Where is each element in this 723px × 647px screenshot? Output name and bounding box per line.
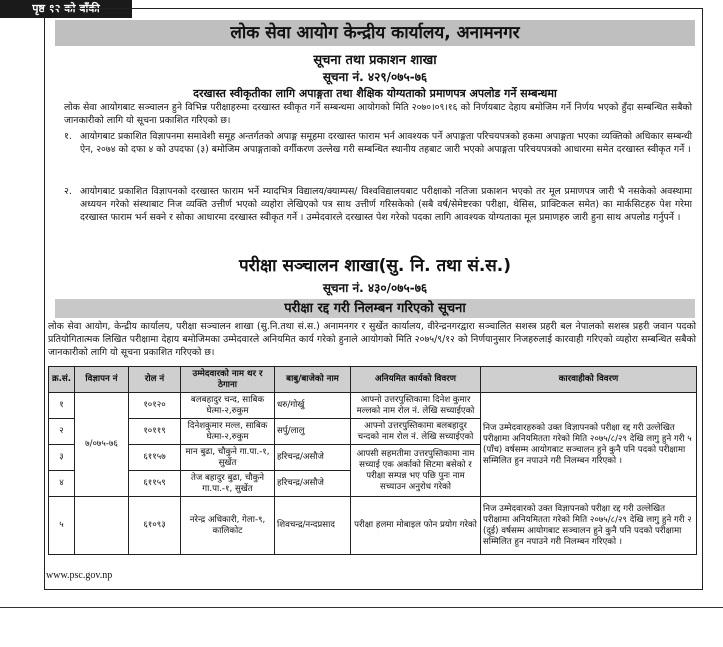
col-header-irregularity: अनियमित कार्यको विवरण <box>351 367 481 393</box>
cell-roll: ६१०९३ <box>129 497 181 555</box>
col-header-ad-number: विज्ञापन नं <box>75 367 129 393</box>
cell-action: निज उम्मेदवारहरुको उक्त विज्ञापनको परीक्षा रद्द गरी उल्लेखित परीक्षामा अनियमितता गरेको मिति २०७५/८/२९ देखि लागु हुने गरी ५ (पाँच) वर्षसम्म आयोगबाट सञ्चालन हुने कुनै पनि पदको परीक्षामा सम्मिलित हुन नपाउने गरी निलम्बन गरिएको । <box>481 393 697 497</box>
notice1-intro: लोक सेवा आयोगबाट सञ्चालन हुने विभिन्न परीक्षाहरुमा दरखास्त स्वीकृत गर्ने सम्बन्धमा आयोगको मिति २०७०।०९।१६ को निर्णयबाट देहाय बमोजिम गर्ने निर्णय भएको हुँदा सम्बन्धित सबैको जानकारीको लागि यो सूचना प्रकाशित गरिएको छ। <box>64 102 692 126</box>
notice1-point1-text: आयोगबाट प्रकाशित विज्ञापनमा समावेशी समूह अन्तर्गतको अपाङ्ग समूहमा दरखास्त फाराम भर्न आवश्यक पर्ने अपाङ्गता परिचयपत्रको हकमा अपाङ्गता भएका व्यक्तिको अधिकार सम्बन्धी ऐन, २०७४ को दफा ४ को उपदफा (३) बमोजिम अपाङ्गताको वर्गीकरण उल्लेख गरी सम्बन्धित स्थानीय तहबाट जारी भएको अपाङ्गता परिचयपत्रको आधारमा समेत दरखास्त स्वीकृत गर्ने । <box>80 131 692 155</box>
notice2-intro: लोक सेवा आयोग, केन्द्रीय कार्यालय, परीक्षा सञ्चालन शाखा (सु.नि.तथा सं.स.) अनामनगर र सुर्खेत कार्यालय, वीरेन्द्रनगरद्वारा सञ्चालित सशस्त्र प्रहरी बल नेपालको सशस्त्र प्रहरी जवान पदको प्रतियोगितात्मक लिखित परीक्षामा देहाय बमोजिमका उम्मेदवारले अनियमित कार्य गरेको हुनाले आयोगको मिति २०७५/९/१२ को निर्णयानुसार निजहरुलाई कारवाही गरिएको व्यहोरा सम्बन्धित सबैको जानकारीको लागि यो सूचना प्रकाशित गरिएको छ। <box>48 321 696 358</box>
cell-father: धरु/गोर्खु <box>275 393 351 419</box>
cell-irregularity: आपसी सहमतीमा उत्तरपुस्तिकामा नाम सच्याई एक अर्काको सिटमा बसेको र परीक्षा सम्पन्न भए पछि पुनः नाम सच्याउन अनुरोध गरेको <box>351 445 481 497</box>
cell-irregularity: आफ्नो उत्तरपुस्तिकामा दिनेश कुमार मल्लको नाम रोल नं. लेखि सच्याईएको <box>351 393 481 419</box>
website-link[interactable]: www.psc.gov.np <box>46 570 113 581</box>
cell-roll: १०११९ <box>129 419 181 445</box>
cell-sn: ४ <box>49 471 75 497</box>
cell-roll: १०१२० <box>129 393 181 419</box>
notice1-point2-text: आयोगबाट प्रकाशित विज्ञापनको दरखास्त फाराम भर्ने म्यादभित्र विद्यालय/क्याम्पस/ विश्वविद्यालयबाट परीक्षाको नतिजा प्रकाशन भएको तर मूल प्रमाणपत्र जारी भै नसकेको अवस्थामा अध्ययन गरेको संस्थाबाट निज व्यक्ति उत्तीर्ण भएको व्यहोरा लेखिएको पत्र साथ उत्तीर्ण गरिसकेको (सबै वर्ष/सेमेष्टरका परीक्षा, थेसिस, प्राक्टिकल समेत) का मार्कसिटहरु पेश गरेमा दरखास्त फाराम भर्न सक्ने र सोका आधारमा दरखास्त स्वीकृत गर्ने । उम्मेदवारले दरखास्त पेश गरेको पदका लागि आवश्यक योग्यताका मूल प्रमाणहरु जारी हुना साथ अपलोड गर्नुपर्ने । <box>80 186 692 223</box>
col-header-sn: क्र.सं. <box>49 367 75 393</box>
page-continuation-tag: पृष्ठ १२ को बाँकी <box>0 0 132 18</box>
cell-father: सर्पु/लालु <box>275 419 351 445</box>
cell-name: तेज बहादुर बुढा, चौकुने गा.पा.-१, सुर्खेत <box>181 471 275 497</box>
cell-sn: २ <box>49 419 75 445</box>
cell-name: मान बुढा, चौकुने गा.पा.-१, सुर्खेत <box>181 445 275 471</box>
table-row <box>49 497 697 555</box>
col-header-action: कारवाहीको विवरण <box>481 367 697 393</box>
cell-roll: ६११५९ <box>129 471 181 497</box>
col-header-father: बाबु/बाजेको नाम <box>275 367 351 393</box>
notice1-point1-number: १. <box>64 131 72 142</box>
cell-action: निज उम्मेदवारको उक्त विज्ञापनको परीक्षा रद्द गरी उल्लेखित परीक्षामा अनियमितता गरेको मिति २०७५/८/२९ देखि लागु हुने गरी २ (दुई) वर्षसम्म आयोगबाट सञ्चालन हुने कुनै पनि पदको परीक्षामा सम्मिलित हुन नपाउने गरी निलम्बन गरिएको । <box>481 497 697 555</box>
notice2-subject: परीक्षा रद्द गरी निलम्बन गरिएको सूचना <box>55 299 695 318</box>
page-separator <box>0 607 723 608</box>
notice1-number: सूचना नं. ४२९/०७५-७६ <box>322 70 428 84</box>
cell-sn: ३ <box>49 445 75 471</box>
cell-ad-number-empty <box>75 497 129 555</box>
table-header-row <box>49 367 697 393</box>
cell-ad-number: ७/०७५-७६ <box>75 393 129 497</box>
cell-irregularity: परीक्षा हलमा मोबाइल फोन प्रयोग गरेको <box>351 497 481 555</box>
notice1-section: सूचना तथा प्रकाशन शाखा <box>313 53 437 68</box>
notice2-section: परीक्षा सञ्चालन शाखा(सु. नि. तथा सं.स.) <box>238 256 512 276</box>
cell-name: बलबहादुर चन्द, साबिक घेत्मा-२,रुकुम <box>181 393 275 419</box>
notice2-number: सूचना नं. ४३०/०७५-७६ <box>322 281 428 295</box>
col-header-name: उम्मेदवारको नाम थर र ठेगाना <box>181 367 275 393</box>
suspension-table <box>48 366 697 555</box>
table-row <box>49 393 697 419</box>
cell-father: हरिचन्द्र/असौजे <box>275 445 351 471</box>
notice1-point2-number: २. <box>64 186 72 197</box>
cell-irregularity: आफ्नो उत्तरपुस्तिकामा बलबहादुर चन्दको नाम रोल नं. लेखि सच्याईएको <box>351 419 481 445</box>
cell-name: दिनेशकुमार मल्ल, साबिक घेत्मा-२,रुकुम <box>181 419 275 445</box>
cell-sn: ५ <box>49 497 75 555</box>
cell-father: शिवचन्द्र/नन्दप्रसाद <box>275 497 351 555</box>
cell-roll: ६११५७ <box>129 445 181 471</box>
cell-father: हरिचन्द्र/असौजे <box>275 471 351 497</box>
notice1-subject: दरखास्त स्वीकृतीका लागि अपाङ्गता तथा शैक्षिक योग्यताको प्रमाणपत्र अपलोड गर्ने सम्बन्धमा <box>193 87 557 100</box>
cell-sn: १ <box>49 393 75 419</box>
cell-name: नरेन्द्र अधिकारी, गेला-९, कालिकोट <box>181 497 275 555</box>
col-header-roll: रोल नं <box>129 367 181 393</box>
office-title: लोक सेवा आयोग केन्द्रीय कार्यालय, अनामनगर <box>55 20 695 46</box>
